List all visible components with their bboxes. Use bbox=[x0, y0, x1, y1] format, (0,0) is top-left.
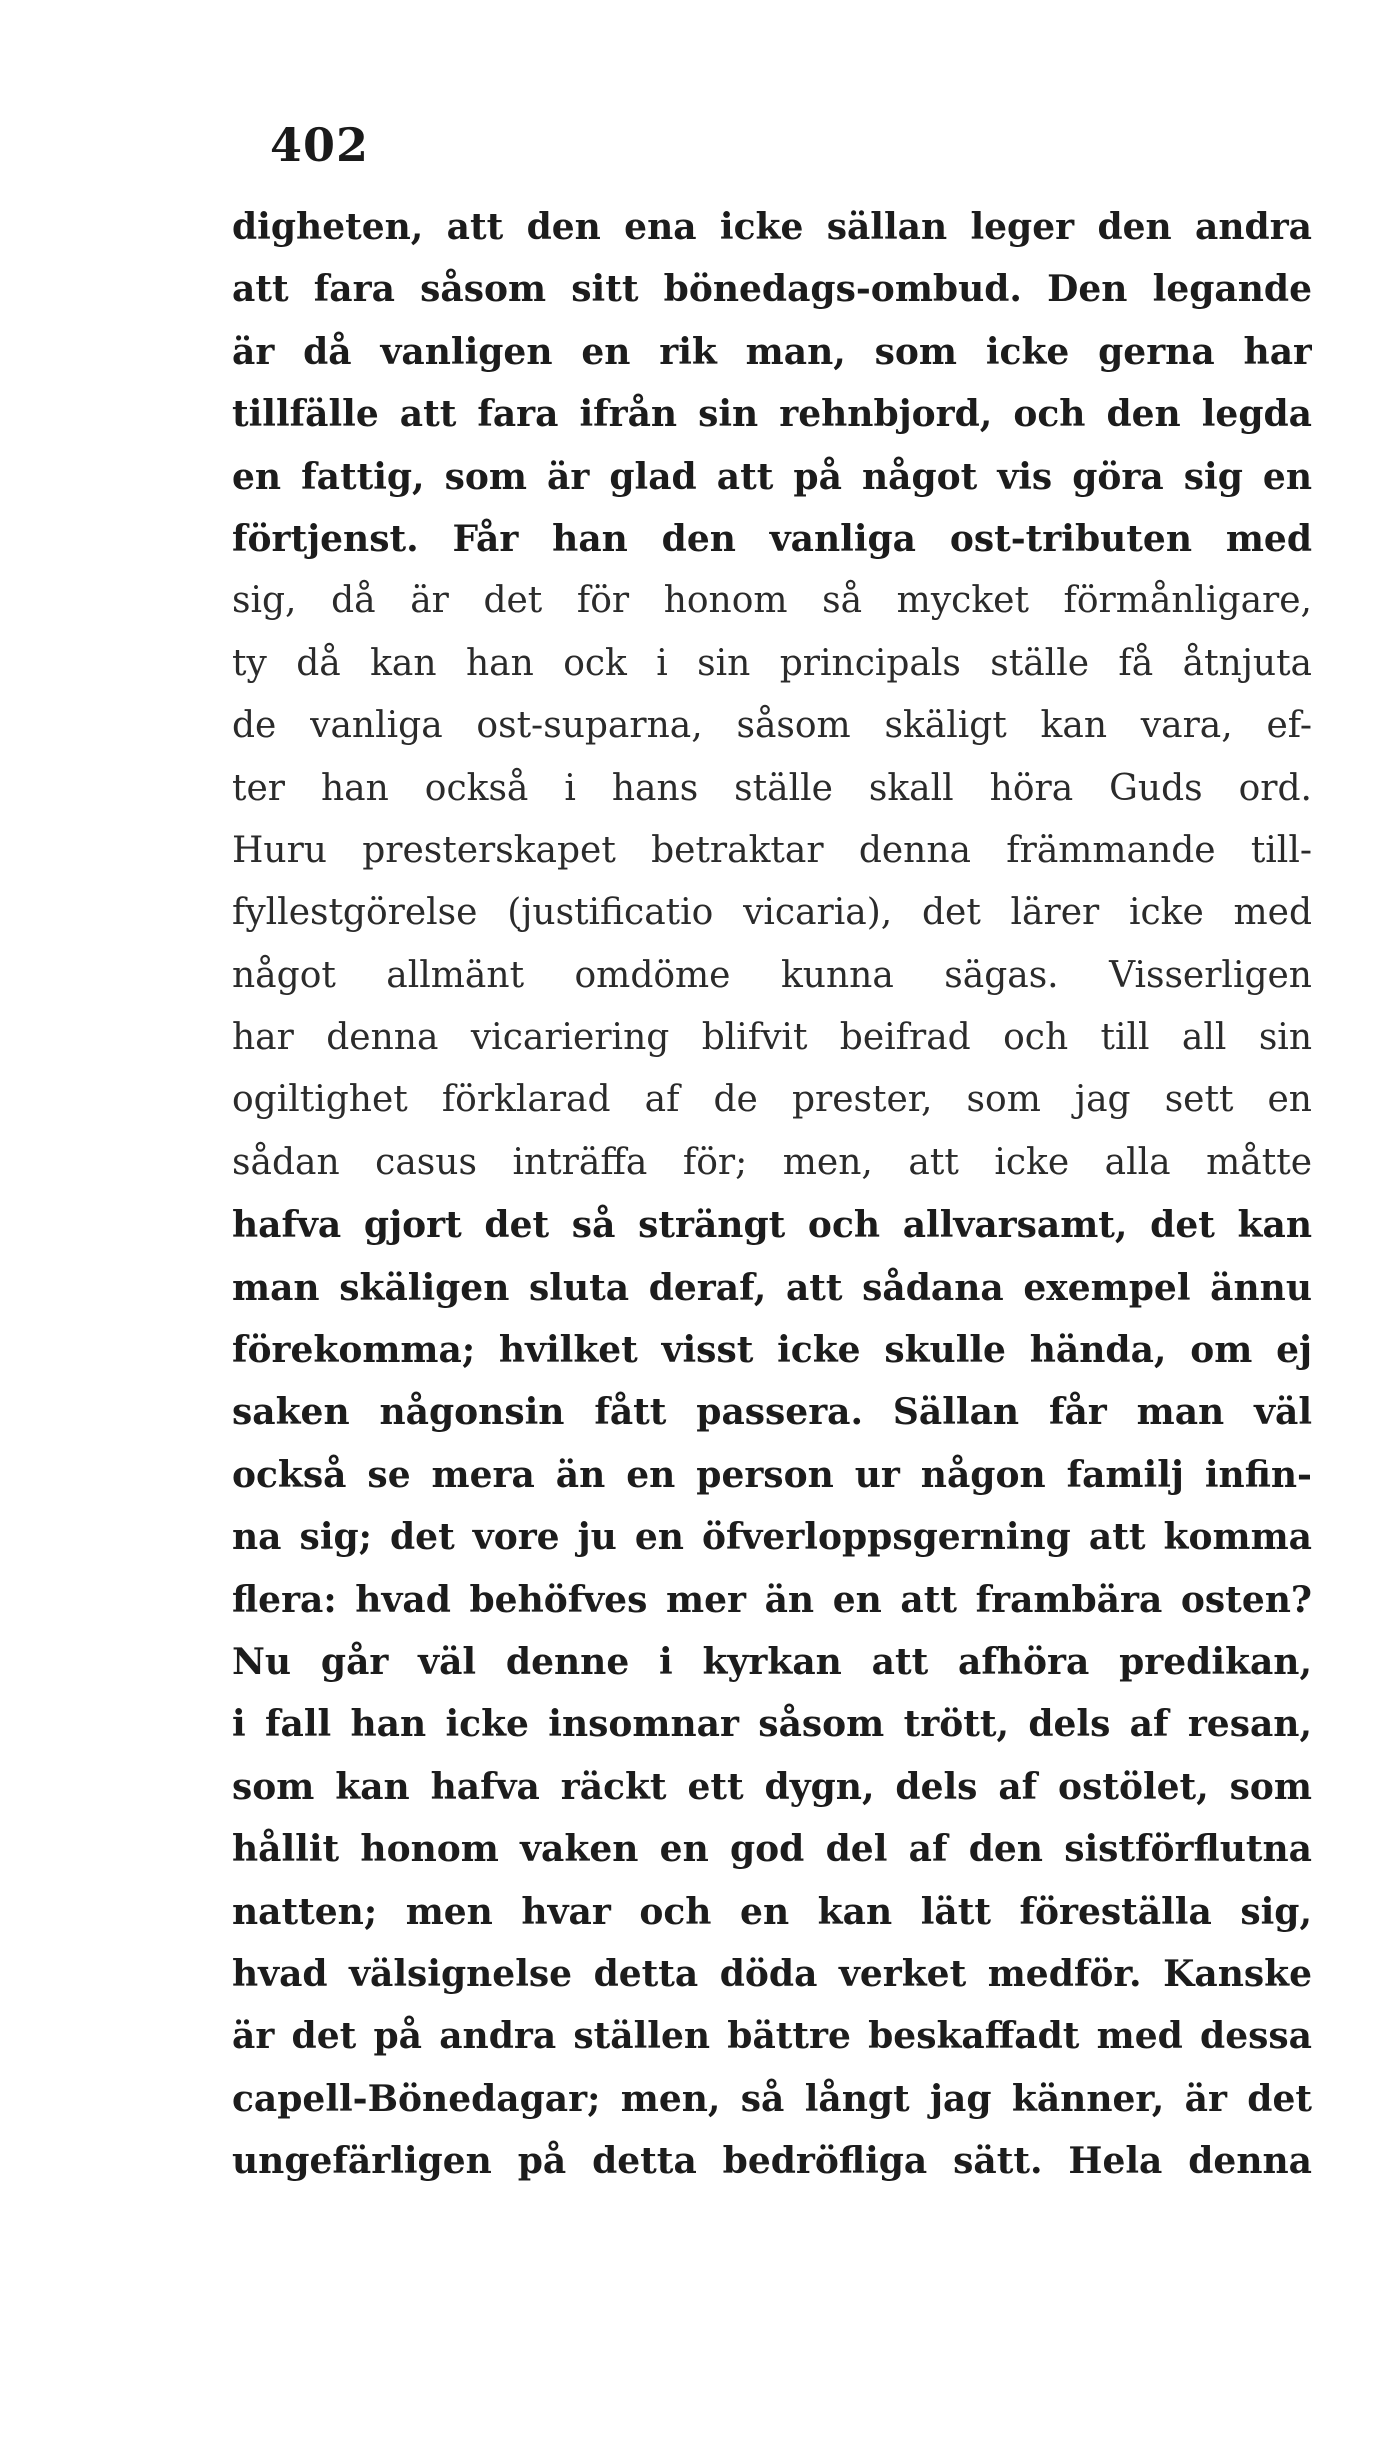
body-text bbox=[232, 196, 1312, 2193]
text-line: som kan hafva räckt ett dygn, dels af ostölet, som bbox=[232, 1765, 1312, 1808]
text-line: natten; men hvar och en kan lätt föreställa sig, bbox=[232, 1890, 1312, 1933]
text-line: ungefärligen på detta bedröfliga sätt. Hela denna bbox=[232, 2140, 1312, 2183]
text-line: Nu går väl denne i kyrkan att afhöra predikan, bbox=[232, 1640, 1312, 1683]
text-line: också se mera än en person ur någon familj infin- bbox=[232, 1453, 1312, 1496]
text-line: flera: hvad behöfves mer än en att frambära osten? bbox=[232, 1578, 1312, 1621]
text-line: fyllestgörelse (justificatio vicaria), det lärer icke med bbox=[232, 892, 1312, 934]
text-line: i fall han icke insomnar såsom trött, dels af resan, bbox=[232, 1703, 1312, 1746]
text-line: hafva gjort det så strängt och allvarsamt, det kan bbox=[232, 1204, 1312, 1247]
text-line: något allmänt omdöme kunna sägas. Visserligen bbox=[232, 954, 1312, 996]
text-line: Huru presterskapet betraktar denna främmande till- bbox=[232, 829, 1312, 871]
text-line: digheten, att den ena icke sällan leger den andra bbox=[232, 206, 1312, 248]
text-line: har denna vicariering blifvit beifrad och till all sin bbox=[232, 1017, 1312, 1059]
text-line: sådan casus inträffa för; men, att icke alla måtte bbox=[232, 1141, 1312, 1183]
text-line: hvad välsignelse detta döda verket medför. Kanske bbox=[232, 1952, 1312, 1995]
text-line: en fattig, som är glad att på något vis göra sig en bbox=[232, 455, 1312, 498]
page-number: 402 bbox=[270, 118, 370, 172]
text-line: förtjenst. Får han den vanliga ost-tributen med bbox=[232, 517, 1312, 560]
text-line: ogiltighet förklarad af de prester, som jag sett en bbox=[232, 1079, 1312, 1121]
text-line: är det på andra ställen bättre beskaffadt med dessa bbox=[232, 2015, 1312, 2058]
text-line: att fara såsom sitt bönedags-ombud. Den legande bbox=[232, 268, 1312, 311]
text-line: sig, då är det för honom så mycket förmånligare, bbox=[232, 580, 1312, 622]
text-line: ty då kan han ock i sin principals ställe få åtnjuta bbox=[232, 642, 1312, 684]
text-line: de vanliga ost-suparna, såsom skäligt kan vara, ef- bbox=[232, 705, 1312, 747]
text-line: ter han också i hans ställe skall höra Guds ord. bbox=[232, 767, 1312, 809]
text-line: saken någonsin fått passera. Sällan får man väl bbox=[232, 1391, 1312, 1434]
text-line: tillfälle att fara ifrån sin rehnbjord, och den legda bbox=[232, 393, 1312, 436]
text-line: hållit honom vaken en god del af den sistförflutna bbox=[232, 1828, 1312, 1871]
text-line: capell-Bönedagar; men, så långt jag känner, är det bbox=[232, 2077, 1312, 2120]
text-line: är då vanligen en rik man, som icke gerna har bbox=[232, 330, 1312, 373]
text-line: man skäligen sluta deraf, att sådana exempel ännu bbox=[232, 1266, 1312, 1309]
text-line: na sig; det vore ju en öfverloppsgerning att komma bbox=[232, 1516, 1312, 1559]
text-line: förekomma; hvilket visst icke skulle hända, om ej bbox=[232, 1329, 1312, 1372]
